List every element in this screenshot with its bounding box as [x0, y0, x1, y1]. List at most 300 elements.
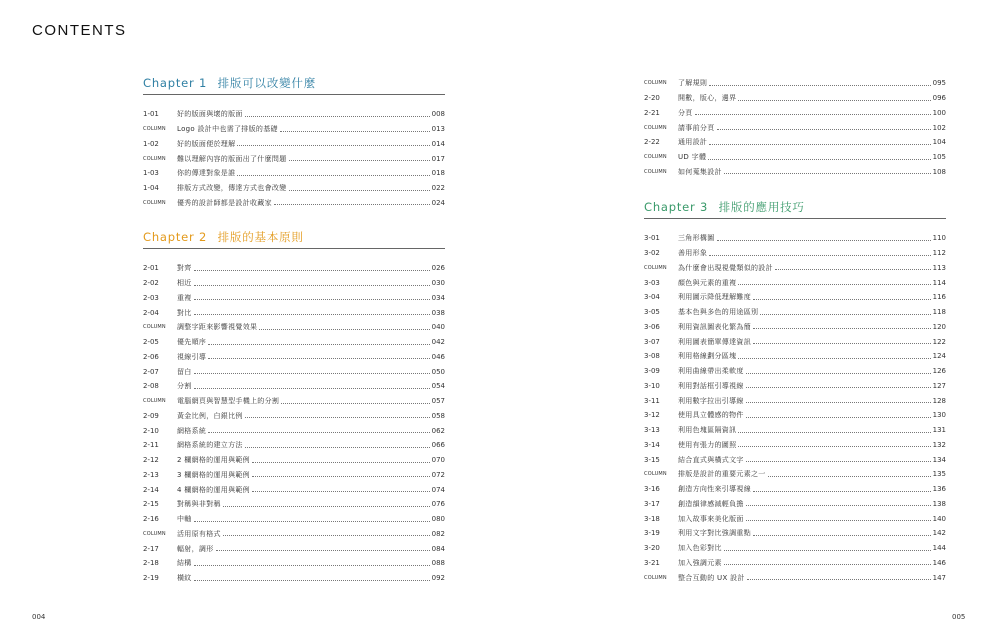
toc-entry[interactable] — [143, 497, 445, 512]
dot-leader — [245, 116, 430, 117]
entry-page-number: 013 — [431, 125, 445, 134]
dot-leader — [746, 461, 931, 462]
toc-entry[interactable] — [644, 349, 946, 364]
toc-entry[interactable] — [644, 150, 946, 165]
entry-title: 基本色與多色的用途區別 — [678, 308, 759, 317]
entry-number: 3-01 — [644, 234, 660, 243]
toc-entry[interactable] — [143, 364, 445, 379]
entry-page-number: 124 — [932, 352, 946, 361]
dot-leader — [753, 328, 931, 329]
dot-leader — [753, 299, 931, 300]
entry-page-number: 038 — [431, 308, 445, 317]
toc-entry[interactable] — [143, 305, 445, 320]
contents-heading: CONTENTS — [32, 22, 127, 39]
entry-page-number: 034 — [431, 293, 445, 302]
entry-title: 好的版面便於理解 — [177, 139, 236, 148]
entry-page-number: 134 — [932, 455, 946, 464]
dot-leader — [281, 403, 429, 404]
entry-page-number: 088 — [431, 559, 445, 568]
entry-page-number: 113 — [932, 263, 946, 272]
entry-number: COLUMN — [644, 124, 667, 131]
dot-leader — [289, 160, 430, 161]
entry-page-number: 018 — [431, 169, 445, 178]
dot-leader — [194, 270, 430, 271]
entry-title: 顏色與元素的重複 — [678, 278, 737, 287]
entry-page-number: 058 — [431, 411, 445, 420]
toc-entry[interactable] — [644, 120, 946, 135]
entry-title: 難以理解內容的版面出了什麼問題 — [177, 154, 287, 163]
entry-number: 3-07 — [644, 337, 660, 346]
toc-entry[interactable] — [644, 305, 946, 320]
dot-leader — [746, 387, 931, 388]
dot-leader — [208, 358, 429, 359]
toc-entry[interactable] — [644, 334, 946, 349]
dot-leader — [746, 505, 931, 506]
entry-number: 3-21 — [644, 558, 660, 567]
dot-leader — [252, 491, 430, 492]
toc-entry[interactable] — [644, 231, 946, 246]
entry-title: 利用曲線帶出柔軟度 — [678, 367, 744, 376]
chapter-2-heading[interactable] — [143, 232, 445, 249]
dot-leader — [289, 190, 430, 191]
chapter-1-title — [143, 75, 316, 91]
dot-leader — [724, 550, 931, 551]
toc-entry[interactable] — [644, 261, 946, 276]
entry-number: 2-10 — [143, 426, 159, 435]
entry-number: COLUMN — [143, 155, 166, 162]
entry-page-number: 131 — [932, 426, 946, 435]
toc-entry[interactable] — [644, 438, 946, 453]
chapter-3-name: 排版的應用技巧 — [718, 200, 805, 214]
entry-title: 優先順序 — [177, 338, 207, 347]
entry-number: 3-12 — [644, 411, 660, 420]
dot-leader — [738, 100, 930, 101]
entry-title: 對比 — [177, 308, 192, 317]
entry-page-number: 074 — [431, 485, 445, 494]
entry-number: 2-22 — [644, 138, 660, 147]
chapter-2-section — [143, 232, 445, 586]
chapter-2-continued-section — [644, 76, 946, 179]
entry-page-number: 070 — [431, 456, 445, 465]
dot-leader — [245, 447, 430, 448]
dot-leader — [237, 145, 429, 146]
toc-entry[interactable] — [644, 541, 946, 556]
entry-number: 2-03 — [143, 293, 159, 302]
entry-page-number: 084 — [431, 544, 445, 553]
entry-page-number: 136 — [932, 485, 946, 494]
dot-leader — [717, 240, 931, 241]
toc-entry[interactable] — [644, 135, 946, 150]
toc-entry[interactable] — [143, 438, 445, 453]
entry-title: 相近 — [177, 279, 192, 288]
entry-title: 排版方式改變，傳達方式也會改變 — [177, 184, 287, 193]
entry-page-number: 146 — [932, 558, 946, 567]
dot-leader — [753, 535, 931, 536]
entry-page-number: 050 — [431, 367, 445, 376]
toc-entry[interactable] — [143, 468, 445, 483]
entry-number: COLUMN — [644, 168, 667, 175]
entry-title: 利用數字拉出引導線 — [678, 396, 744, 405]
entry-number: COLUMN — [143, 126, 166, 133]
dot-leader — [194, 285, 430, 286]
entry-page-number: 127 — [932, 381, 946, 390]
entry-title: 創造方向性來引導視線 — [678, 485, 751, 494]
toc-entry[interactable] — [143, 320, 445, 335]
toc-entry[interactable] — [644, 452, 946, 467]
entry-title: 輻射，調形 — [177, 544, 214, 553]
entry-page-number: 114 — [932, 278, 946, 287]
entry-page-number: 042 — [431, 338, 445, 347]
entry-page-number: 054 — [431, 382, 445, 391]
dot-leader — [724, 564, 931, 565]
toc-entry[interactable] — [143, 276, 445, 291]
entry-title: 利用資訊圖表化繁為簡 — [678, 322, 751, 331]
entry-page-number: 092 — [431, 574, 445, 583]
entry-page-number: 126 — [932, 367, 946, 376]
chapter-1-list — [143, 107, 445, 210]
dot-leader — [753, 491, 931, 492]
chapter-3-title — [644, 199, 805, 215]
toc-entry[interactable] — [143, 151, 445, 166]
dot-leader — [775, 269, 931, 270]
chapter-1-name: 排版可以改變什麼 — [217, 76, 317, 90]
entry-title: 中軸 — [177, 515, 192, 524]
toc-entry[interactable] — [143, 409, 445, 424]
entry-page-number: 116 — [932, 293, 946, 302]
entry-number: COLUMN — [143, 324, 166, 331]
toc-entry[interactable] — [143, 335, 445, 350]
entry-number: 2-12 — [143, 456, 159, 465]
entry-page-number: 026 — [431, 264, 445, 273]
entry-number: 2-21 — [644, 108, 660, 117]
chapter-2-title — [143, 229, 304, 245]
entry-page-number: 062 — [431, 426, 445, 435]
entry-title: 創造韻律感減輕負擔 — [678, 499, 744, 508]
toc-entry[interactable] — [143, 107, 445, 122]
entry-title: 為什麼會出現視覺類似的設計 — [678, 263, 773, 272]
entry-page-number: 130 — [932, 411, 946, 420]
dot-leader — [259, 329, 429, 330]
entry-page-number: 095 — [932, 79, 946, 88]
entry-number: 2-08 — [143, 382, 159, 391]
toc-entry[interactable] — [644, 423, 946, 438]
dot-leader — [194, 373, 430, 374]
entry-title: 利用圖表簡單傳達資訊 — [678, 337, 751, 346]
entry-page-number: 046 — [431, 352, 445, 361]
entry-number: 3-03 — [644, 278, 660, 287]
entry-page-number: 147 — [932, 573, 946, 582]
entry-page-number: 030 — [431, 279, 445, 288]
chapter-1-heading[interactable] — [143, 78, 445, 95]
entry-number: 2-15 — [143, 500, 159, 509]
entry-page-number: 142 — [932, 529, 946, 538]
toc-entry[interactable] — [644, 320, 946, 335]
entry-page-number: 040 — [431, 323, 445, 332]
entry-number: 2-09 — [143, 411, 159, 420]
entry-number: 3-17 — [644, 499, 660, 508]
entry-title: 橫紋 — [177, 574, 192, 583]
entry-title: 使用有張力的圖照 — [678, 440, 737, 449]
toc-entry[interactable] — [644, 482, 946, 497]
dot-leader — [252, 462, 430, 463]
dot-leader — [768, 476, 931, 477]
dot-leader — [695, 114, 931, 115]
dot-leader — [216, 550, 430, 551]
chapter-3-heading[interactable] — [644, 202, 946, 219]
entry-title: 分頁 — [678, 108, 693, 117]
dot-leader — [194, 299, 430, 300]
toc-entry[interactable] — [644, 91, 946, 106]
entry-number: 2-07 — [143, 367, 159, 376]
entry-number: COLUMN — [644, 264, 667, 271]
dot-leader — [746, 402, 931, 403]
toc-entry[interactable] — [644, 467, 946, 482]
dot-leader — [280, 131, 430, 132]
dot-leader — [738, 446, 930, 447]
entry-title: 了解規則 — [678, 79, 708, 88]
entry-page-number: 102 — [932, 123, 946, 132]
entry-page-number: 008 — [431, 110, 445, 119]
entry-number: 3-16 — [644, 485, 660, 494]
chapter-2-continued-list — [644, 76, 946, 179]
dot-leader — [194, 521, 430, 522]
entry-title: 活用原有格式 — [177, 529, 221, 538]
dot-leader — [753, 343, 931, 344]
entry-number: 1-03 — [143, 169, 159, 178]
entry-title: 使用具立體感的物件 — [678, 411, 744, 420]
toc-entry[interactable] — [644, 526, 946, 541]
toc-entry[interactable] — [143, 482, 445, 497]
entry-number: 3-20 — [644, 544, 660, 553]
entry-page-number: 118 — [932, 308, 946, 317]
chapter-2-name: 排版的基本原則 — [217, 230, 304, 244]
entry-title: 結構 — [177, 559, 192, 568]
chapter-3-label: Chapter 3 — [644, 200, 709, 214]
entry-title: 視線引導 — [177, 352, 207, 361]
entry-title: 分割 — [177, 382, 192, 391]
toc-entry[interactable] — [143, 394, 445, 409]
entry-number: COLUMN — [644, 154, 667, 161]
entry-title: Logo 設計中也需了排版的基礎 — [177, 125, 278, 134]
entry-page-number: 024 — [431, 198, 445, 207]
entry-number: 2-06 — [143, 352, 159, 361]
entry-title: 優秀的設計師都是設計收藏家 — [177, 198, 272, 207]
entry-number: COLUMN — [644, 80, 667, 87]
entry-number: 2-02 — [143, 279, 159, 288]
entry-page-number: 100 — [932, 108, 946, 117]
entry-page-number: 140 — [932, 514, 946, 523]
entry-number: 3-11 — [644, 396, 660, 405]
entry-number: 3-04 — [644, 293, 660, 302]
entry-title: 黃金比例，白銀比例 — [177, 411, 243, 420]
toc-entry[interactable] — [644, 364, 946, 379]
entry-number: 3-14 — [644, 440, 660, 449]
entry-page-number: 122 — [932, 337, 946, 346]
entry-number: 3-02 — [644, 249, 660, 258]
entry-title: 留白 — [177, 367, 192, 376]
entry-title: 利用文字對比強調重點 — [678, 529, 751, 538]
entry-page-number: 076 — [431, 500, 445, 509]
dot-leader — [208, 344, 429, 345]
dot-leader — [223, 535, 430, 536]
dot-leader — [738, 358, 930, 359]
entry-page-number: 120 — [932, 322, 946, 331]
entry-page-number: 014 — [431, 139, 445, 148]
entry-title: 請事前分頁 — [678, 123, 715, 132]
toc-entry[interactable] — [644, 556, 946, 571]
dot-leader — [194, 314, 430, 315]
entry-number: 1-01 — [143, 110, 159, 119]
entry-title: 好的版面與壞的版面 — [177, 110, 243, 119]
toc-entry[interactable] — [143, 453, 445, 468]
toc-entry[interactable] — [644, 165, 946, 180]
dot-leader — [746, 373, 931, 374]
dot-leader — [709, 255, 930, 256]
entry-title: 2 欄網格的運用與範例 — [177, 456, 250, 465]
entry-title: 利用對話框引導視線 — [678, 381, 744, 390]
dot-leader — [746, 520, 931, 521]
toc-entry[interactable] — [143, 423, 445, 438]
entry-number: 2-13 — [143, 470, 159, 479]
dot-leader — [746, 417, 931, 418]
entry-title: 加入色彩對比 — [678, 544, 722, 553]
entry-title: 你的傳達對象是誰 — [177, 169, 236, 178]
entry-number: 3-09 — [644, 367, 660, 376]
entry-page-number: 135 — [932, 470, 946, 479]
entry-page-number: 057 — [431, 397, 445, 406]
entry-page-number: 128 — [932, 396, 946, 405]
chapter-1-label: Chapter 1 — [143, 76, 208, 90]
chapter-3-list — [644, 231, 946, 585]
toc-entry[interactable] — [644, 497, 946, 512]
entry-number: 3-18 — [644, 514, 660, 523]
dot-leader — [747, 579, 931, 580]
dot-leader — [223, 506, 430, 507]
entry-number: 3-19 — [644, 529, 660, 538]
entry-number: 1-02 — [143, 139, 159, 148]
entry-title: 3 欄網格的運用與範例 — [177, 470, 250, 479]
entry-number: COLUMN — [143, 530, 166, 537]
entry-page-number: 138 — [932, 499, 946, 508]
toc-entry[interactable] — [644, 275, 946, 290]
entry-number: 3-13 — [644, 426, 660, 435]
entry-page-number: 112 — [932, 249, 946, 258]
dot-leader — [194, 580, 430, 581]
entry-page-number: 017 — [431, 154, 445, 163]
toc-entry[interactable] — [644, 408, 946, 423]
dot-leader — [760, 314, 930, 315]
entry-page-number: 080 — [431, 515, 445, 524]
toc-entry[interactable] — [143, 196, 445, 211]
chapter-2-label: Chapter 2 — [143, 230, 208, 244]
entry-page-number: 110 — [932, 234, 946, 243]
toc-entry[interactable] — [644, 246, 946, 261]
entry-number: 1-04 — [143, 184, 159, 193]
dot-leader — [717, 129, 931, 130]
toc-entry[interactable] — [644, 511, 946, 526]
entry-number: 2-17 — [143, 544, 159, 553]
dot-leader — [194, 388, 430, 389]
entry-title: 三角形構圖 — [678, 234, 715, 243]
entry-title: 加入強調元素 — [678, 558, 722, 567]
entry-number: 2-18 — [143, 559, 159, 568]
entry-number: 3-10 — [644, 381, 660, 390]
toc-entry[interactable] — [143, 181, 445, 196]
entry-number: COLUMN — [143, 398, 166, 405]
entry-page-number: 132 — [932, 440, 946, 449]
toc-entry[interactable] — [143, 350, 445, 365]
entry-title: 利用圖示降低理解難度 — [678, 293, 751, 302]
entry-page-number: 108 — [932, 167, 946, 176]
entry-page-number: 022 — [431, 184, 445, 193]
entry-title: 重複 — [177, 293, 192, 302]
entry-page-number: 066 — [431, 441, 445, 450]
entry-number: 3-06 — [644, 322, 660, 331]
entry-number: 2-19 — [143, 574, 159, 583]
toc-entry[interactable] — [143, 166, 445, 181]
dot-leader — [708, 159, 930, 160]
entry-title: UD 字體 — [678, 153, 707, 162]
entry-page-number: 104 — [932, 138, 946, 147]
entry-number: 2-16 — [143, 515, 159, 524]
toc-entry[interactable] — [143, 556, 445, 571]
entry-title: 網格系統 — [177, 426, 207, 435]
entry-number: 3-08 — [644, 352, 660, 361]
entry-title: 通用設計 — [678, 138, 708, 147]
entry-number: COLUMN — [644, 471, 667, 478]
toc-entry[interactable] — [143, 291, 445, 306]
toc-entry[interactable] — [644, 106, 946, 121]
dot-leader — [274, 204, 430, 205]
left-page-number: 004 — [32, 613, 46, 621]
toc-entry[interactable] — [644, 570, 946, 585]
entry-title: 如何蒐集設計 — [678, 167, 722, 176]
entry-page-number: 144 — [932, 544, 946, 553]
entry-title: 利用格線劃分區塊 — [678, 352, 737, 361]
dot-leader — [709, 85, 930, 86]
entry-number: 2-11 — [143, 441, 159, 450]
entry-title: 利用色塊區隔資訊 — [678, 426, 737, 435]
toc-entry[interactable] — [143, 527, 445, 542]
entry-number: 3-15 — [644, 455, 660, 464]
toc-entry[interactable] — [143, 122, 445, 137]
dot-leader — [245, 417, 430, 418]
toc-entry[interactable] — [644, 379, 946, 394]
toc-entry[interactable] — [644, 76, 946, 91]
toc-entry[interactable] — [143, 137, 445, 152]
dot-leader — [252, 476, 430, 477]
entry-number: 2-20 — [644, 94, 660, 103]
chapter-3-section — [644, 202, 946, 585]
toc-entry[interactable] — [644, 290, 946, 305]
entry-title: 4 欄網格的運用與範例 — [177, 485, 250, 494]
entry-title: 對稱與非對稱 — [177, 500, 221, 509]
toc-entry[interactable] — [143, 571, 445, 586]
dot-leader — [738, 284, 930, 285]
entry-number: 2-01 — [143, 264, 159, 273]
entry-title: 網格系統的建立方法 — [177, 441, 243, 450]
toc-entry[interactable] — [644, 393, 946, 408]
toc-entry[interactable] — [143, 512, 445, 527]
entry-title: 加入故事來美化版面 — [678, 514, 744, 523]
toc-entry[interactable] — [143, 261, 445, 276]
entry-number: 2-05 — [143, 338, 159, 347]
toc-entry[interactable] — [143, 379, 445, 394]
entry-title: 電腦網頁與智慧型手機上的分割 — [177, 397, 280, 406]
entry-number: 3-05 — [644, 308, 660, 317]
dot-leader — [194, 565, 430, 566]
toc-entry[interactable] — [143, 541, 445, 556]
